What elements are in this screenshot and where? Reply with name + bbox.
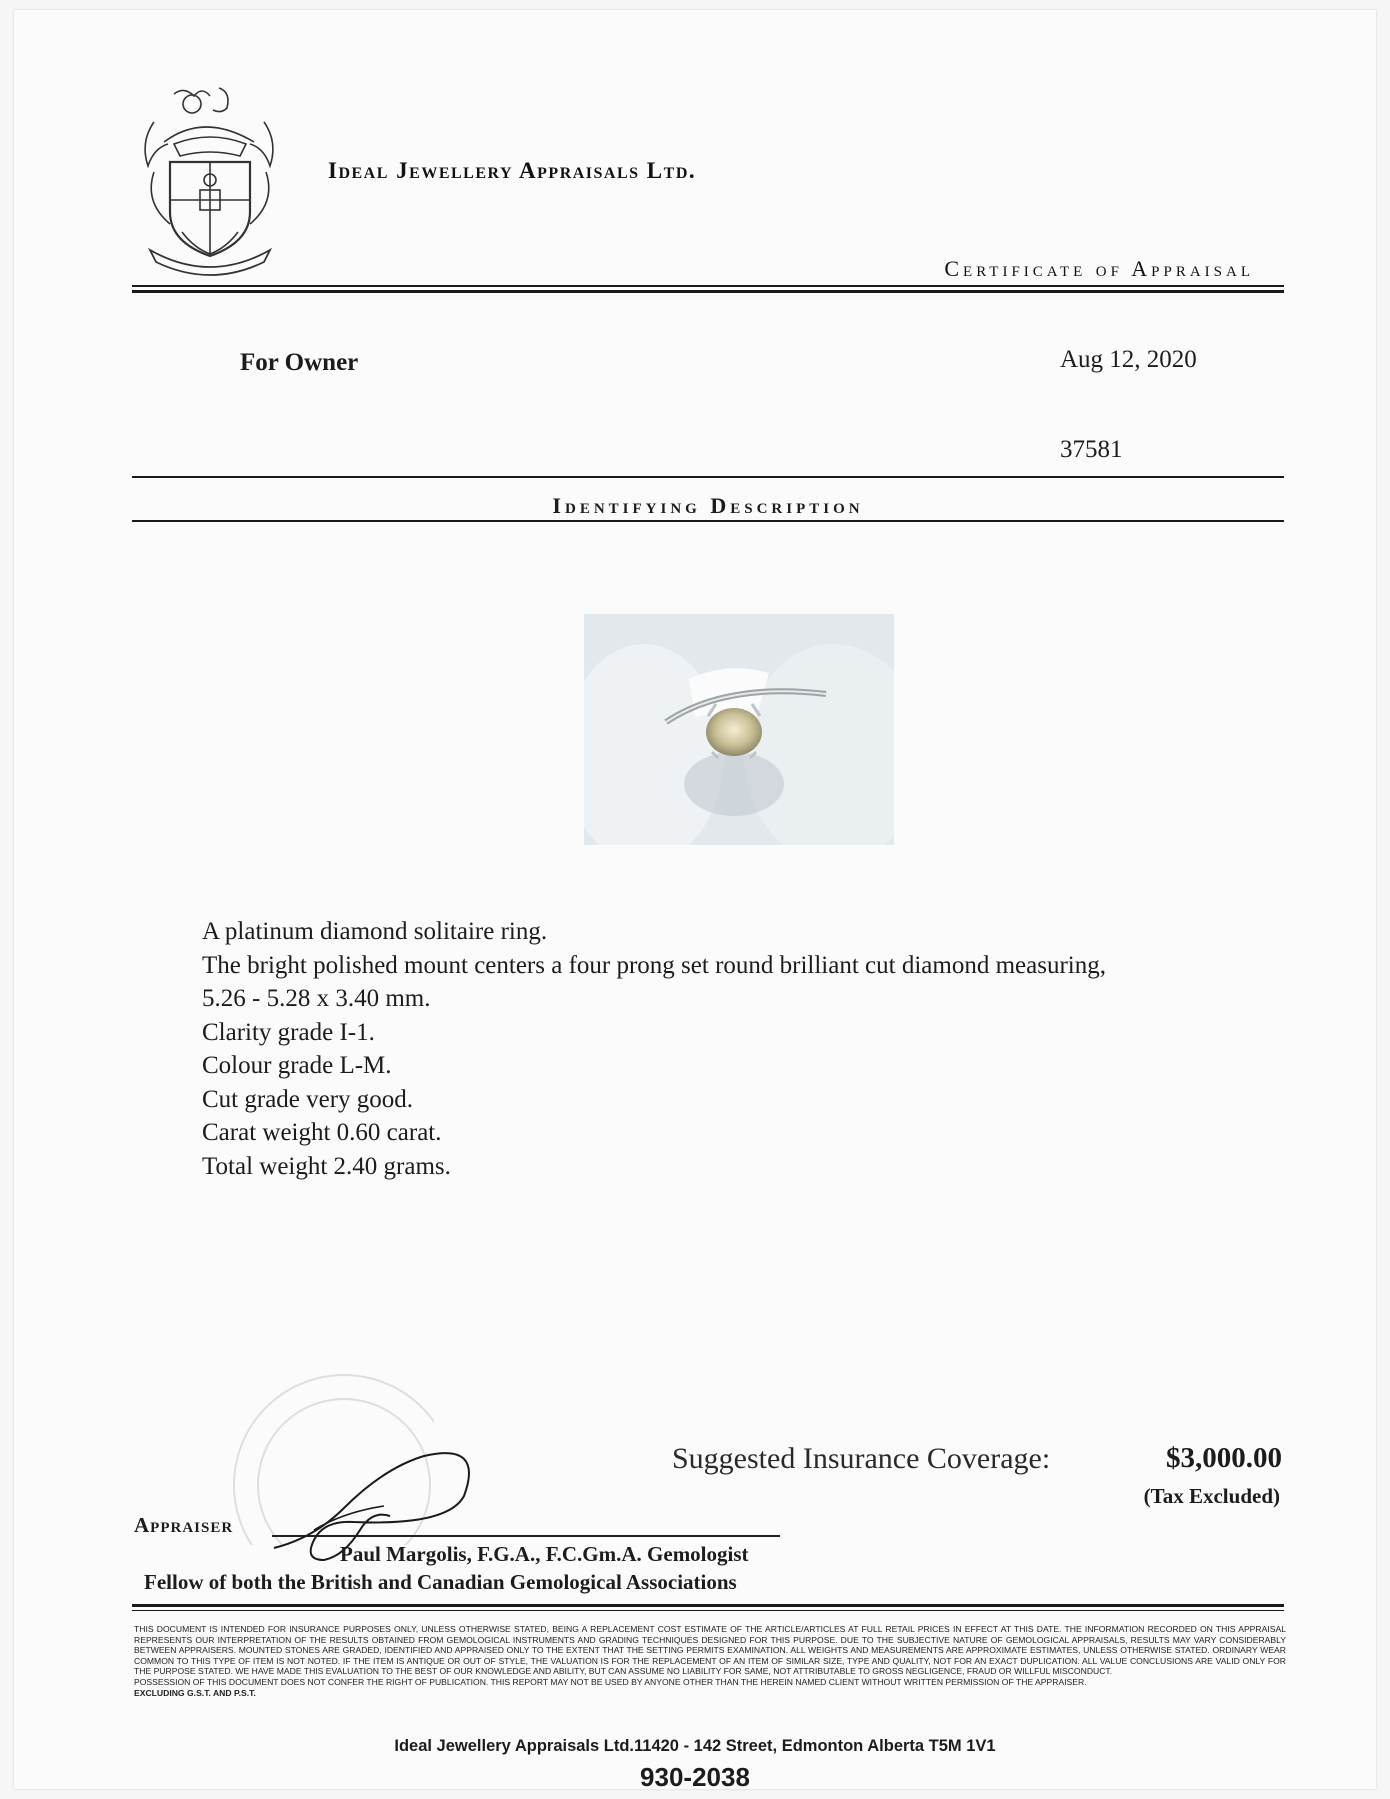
footer-phone: 930-2038 (640, 1762, 750, 1792)
description-line: 5.26 - 5.28 x 3.40 mm. (202, 985, 431, 1012)
certificate-title: Certificate of Appraisal (944, 256, 1254, 281)
description-line: Total weight 2.40 grams. (202, 1152, 451, 1180)
appraisal-certificate (14, 10, 1376, 1792)
appraiser-name: Paul Margolis, F.G.A., F.C.Gm.A. Gemologist (340, 1542, 749, 1566)
disclaimer-possession: POSSESSION OF THIS DOCUMENT DOES NOT CONFER THE RIGHT OF PUBLICATION. THIS REPORT MAY NOT BE USED BY ANYONE OTHER THAN THE HEREIN NAMED CLIENT WITHOUT WRITTEN PERMISSION OF THE APPRAISER. (134, 1676, 1087, 1687)
coverage-label: Suggested Insurance Coverage: (672, 1442, 1051, 1475)
footer-divider (132, 1610, 1284, 1611)
coverage-amount: $3,000.00 (1166, 1442, 1282, 1474)
appraiser-label: Appraiser (134, 1513, 234, 1537)
footer-divider-thick (132, 1604, 1284, 1607)
header-divider (132, 285, 1284, 287)
appraiser-fellowship: Fellow of both the British and Canadian Gemological Associations (144, 1570, 737, 1594)
company-name: Ideal Jewellery Appraisals Ltd. (328, 158, 697, 183)
description-line: A platinum diamond solitaire ring. (202, 918, 548, 945)
tax-note: (Tax Excluded) (1143, 1484, 1280, 1508)
section-title: Identifying Description (552, 493, 864, 518)
legal-disclaimer (134, 1624, 1286, 1698)
ring-photo (584, 614, 894, 845)
description-line: Cut grade very good. (202, 1085, 414, 1113)
disclaimer-tax: EXCLUDING G.S.T. AND P.S.T. (134, 1687, 256, 1698)
description-line: Clarity grade I-1. (202, 1018, 375, 1046)
description-line: Colour grade L-M. (202, 1052, 392, 1079)
appraisal-number: 37581 (1060, 436, 1123, 463)
description-line: Carat weight 0.60 carat. (202, 1119, 442, 1146)
owner-label: For Owner (240, 349, 359, 376)
description-line: The bright polished mount centers a four prong set round brilliant cut diamond measuring, (202, 951, 1106, 979)
section-divider-bottom (132, 520, 1284, 522)
coat-of-arms-logo (134, 82, 286, 282)
footer-address: Ideal Jewellery Appraisals Ltd.11420 - 142 Street, Edmonton Alberta T5M 1V1 (394, 1737, 996, 1755)
section-divider-top (132, 476, 1284, 478)
header-divider-thick (132, 290, 1284, 293)
appraisal-date: Aug 12, 2020 (1060, 346, 1197, 373)
item-description (202, 915, 1106, 1183)
disclaimer-text: THIS DOCUMENT IS INTENDED FOR INSURANCE PURPOSES ONLY, UNLESS OTHERWISE STATED, BEING A REPLACEMENT COST ESTIMATE OF THE ARTICLE/ARTICLES AT FULL RETAIL PRICES IN EFFECT AT THIS DATE. THE INFORMATION RECORDED ON THIS APPRAISAL REPRESENTS OUR INTERPRETATION OF THE RESULTS OBTAINED FROM GEMOLOGICAL INSTRUMENTS AND GRADING TECHNIQUES DESIGNED FOR THIS PURPOSE. DUE TO THE SUBJECTIVE NATURE OF GEMOLOGICAL APPRAISALS, RESULTS MAY VARY CONSIDERABLY BETWEEN APPRAISERS. MOUNTED STONES ARE GRADED, IDENTIFIED AND APPRAISED ONLY TO THE EXTENT THAT THE SETTING PERMITS EXAMINATION. ALL WEIGHTS AND MEASUREMENTS ARE APPROXIMATE ESTIMATES, UNLESS OTHERWISE STATED. ORDINARY WEAR COMMON TO THIS TYPE OF ITEM IS NOT NOTED. IF THE ITEM IS ANTIQUE OR OUT OF STYLE, THE VALUATION IS FOR THE REPLACEMENT OF AN ITEM OF SIMILAR SIZE, TYPE AND QUALITY, NOT FOR AN EXACT DUPLICATION. ALL VALUE CONCLUSIONS ARE VALID ONLY FOR THE PURPOSE STATED. WE HAVE MADE THIS EVALUATION TO THE BEST OF OUR KNOWLEDGE AND ABILITY, BUT CAN ASSUME NO LIABILITY FOR SAME, NOT ATTRIBUTABLE TO GROSS NEGLIGENCE, FRAUD OR WILLFUL MISCONDUCT. (134, 1624, 1286, 1677)
